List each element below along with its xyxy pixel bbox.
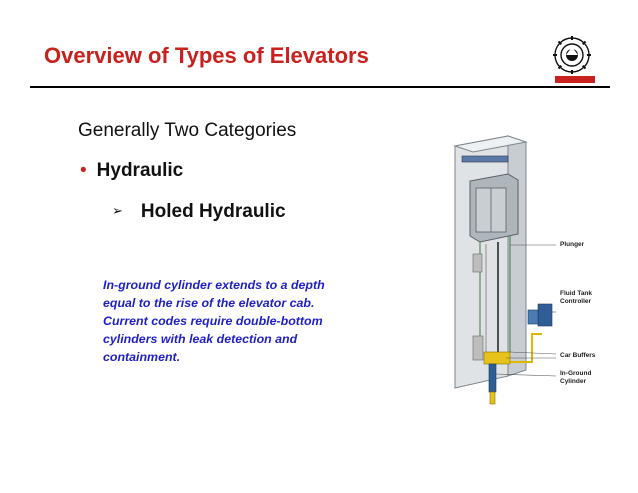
callout-cylinder: Cylinder [560, 378, 587, 385]
sub-bullet-label: Holed Hydraulic [140, 201, 286, 222]
bullet-label: Hydraulic [96, 160, 184, 181]
callout-car-buffers: Car Buffers [560, 352, 596, 359]
description-line: equal to the rise of the elevator cab. [103, 296, 315, 310]
description-line: Current codes require double-bottom [103, 314, 323, 328]
sub-bullet-holed-hydraulic [112, 201, 286, 223]
callout-controller: Controller [560, 298, 592, 305]
categories-heading: Generally Two Categories [78, 120, 297, 141]
description-line: In-ground cylinder extends to a depth [103, 278, 325, 292]
description-block [103, 276, 373, 366]
elevator-diagram [440, 126, 610, 416]
bullet-dot-icon: • [80, 160, 87, 181]
bullet-hydraulic [80, 160, 183, 182]
title-divider [30, 86, 610, 88]
logo-caption-band [555, 76, 595, 83]
slide-title: Overview of Types of Elevators [44, 43, 369, 68]
callout-in-ground: In-Ground [560, 370, 592, 377]
arrow-bullet-icon: ➢ [112, 203, 123, 218]
callout-plunger: Plunger [560, 241, 585, 248]
callout-fluid-tank: Fluid Tank [560, 290, 593, 297]
description-line: containment. [103, 350, 181, 364]
description-line: cylinders with leak detection and [103, 332, 298, 346]
